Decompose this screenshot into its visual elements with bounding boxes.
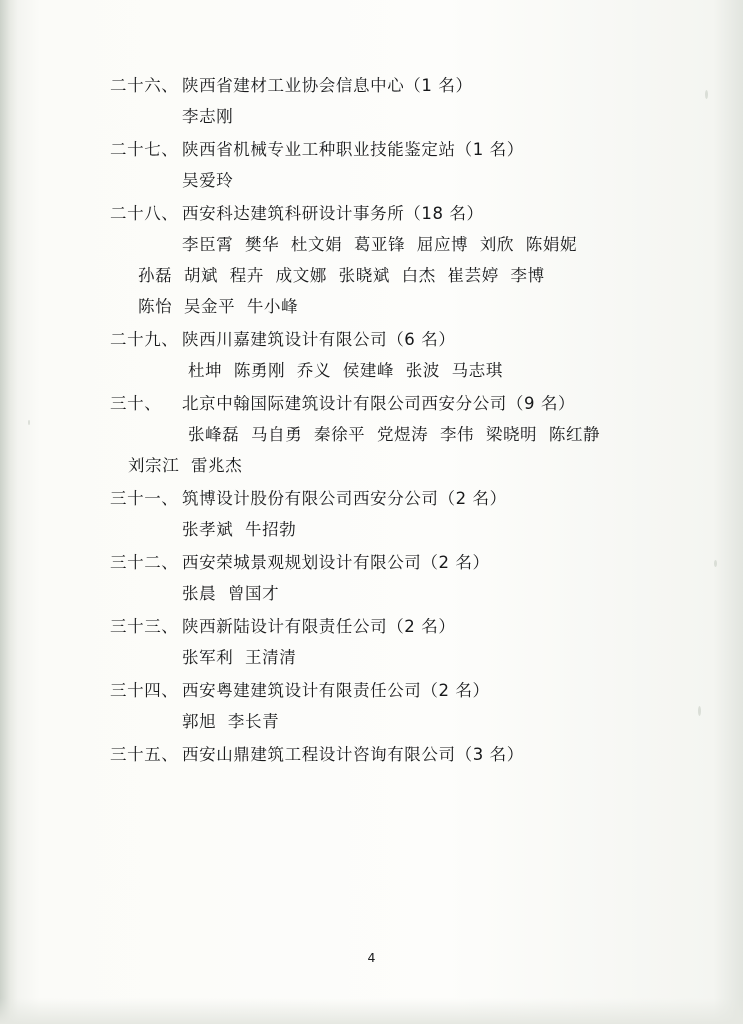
entry-heading (110, 134, 655, 165)
entry-heading (110, 547, 655, 578)
entry-heading (110, 739, 655, 770)
list-entry (110, 483, 655, 545)
entry-ordinal: 三十四、 (110, 681, 179, 700)
entry-ordinal: 二十七、 (110, 140, 179, 159)
entry-ordinal: 二十八、 (110, 204, 179, 223)
entry-ordinal: 三十五、 (110, 745, 179, 764)
entry-ordinal: 三十一、 (110, 489, 179, 508)
entry-heading (110, 198, 655, 229)
list-entry (110, 675, 655, 737)
entry-organization: 西安科达建筑科研设计事务所（18 名） (182, 204, 484, 223)
entry-name-row: 孙磊 胡斌 程卉 成文娜 张晓斌 白杰 崔芸婷 李博 (138, 266, 545, 285)
list-entry (110, 739, 655, 770)
list-entry (110, 611, 655, 673)
entry-organization: 西安粤建建筑设计有限责任公司（2 名） (182, 681, 490, 700)
entry-organization: 陕西省机械专业工种职业技能鉴定站（1 名） (182, 140, 524, 159)
list-entry (110, 324, 655, 386)
scan-speck (28, 420, 30, 425)
entry-heading (110, 675, 655, 706)
entry-organization: 陕西省建材工业协会信息中心（1 名） (182, 76, 473, 95)
entry-heading (110, 324, 655, 355)
list-entry (110, 134, 655, 196)
entry-heading (110, 483, 655, 514)
entry-name-row: 张峰磊 马自勇 秦徐平 党煜涛 李伟 梁晓明 陈红静 (188, 425, 601, 444)
entry-ordinal: 三十二、 (110, 553, 179, 572)
entry-name-row: 李志刚 (182, 107, 234, 126)
entry-name-row: 吴爱玲 (182, 171, 234, 190)
entry-organization: 陕西新陆设计有限责任公司（2 名） (182, 617, 456, 636)
page-number: 4 (367, 950, 376, 965)
entry-ordinal: 三十三、 (110, 617, 179, 636)
entry-ordinal: 三十、 (110, 394, 162, 413)
entry-organization: 西安荣城景观规划设计有限公司（2 名） (182, 553, 490, 572)
entry-name-row: 李臣霄 樊华 杜文娟 葛亚锋 屈应博 刘欣 陈娟妮 (182, 235, 578, 254)
list-entry (110, 547, 655, 609)
list-entry (110, 70, 655, 132)
entry-name-row: 杜坤 陈勇刚 乔义 侯建峰 张波 马志琪 (188, 361, 503, 380)
list-entry (110, 198, 655, 322)
entry-name-row: 刘宗江 雷兆杰 (128, 456, 243, 475)
list-entry (110, 388, 655, 481)
entry-name-row: 张孝斌 牛招勃 (182, 520, 297, 539)
entry-organization: 筑博设计股份有限公司西安分公司（2 名） (182, 489, 507, 508)
entry-organization: 西安山鼎建筑工程设计咨询有限公司（3 名） (182, 745, 524, 764)
entry-ordinal: 二十九、 (110, 330, 179, 349)
entry-name-row: 郭旭 李长青 (182, 712, 280, 731)
entry-heading (110, 388, 655, 419)
entry-organization: 陕西川嘉建筑设计有限公司（6 名） (182, 330, 456, 349)
entry-heading (110, 611, 655, 642)
scan-speck (698, 706, 701, 716)
scan-speck (714, 560, 717, 567)
entry-name-row: 张晨 曾国才 (182, 584, 280, 603)
entry-organization: 北京中翰国际建筑设计有限公司西安分公司（9 名） (182, 394, 576, 413)
entry-ordinal: 二十六、 (110, 76, 179, 95)
entry-name-row: 陈怡 吴金平 牛小峰 (138, 297, 299, 316)
entry-heading (110, 70, 655, 101)
entry-name-row: 张军利 王清清 (182, 648, 297, 667)
document-body (110, 70, 655, 772)
scan-speck (705, 90, 708, 99)
